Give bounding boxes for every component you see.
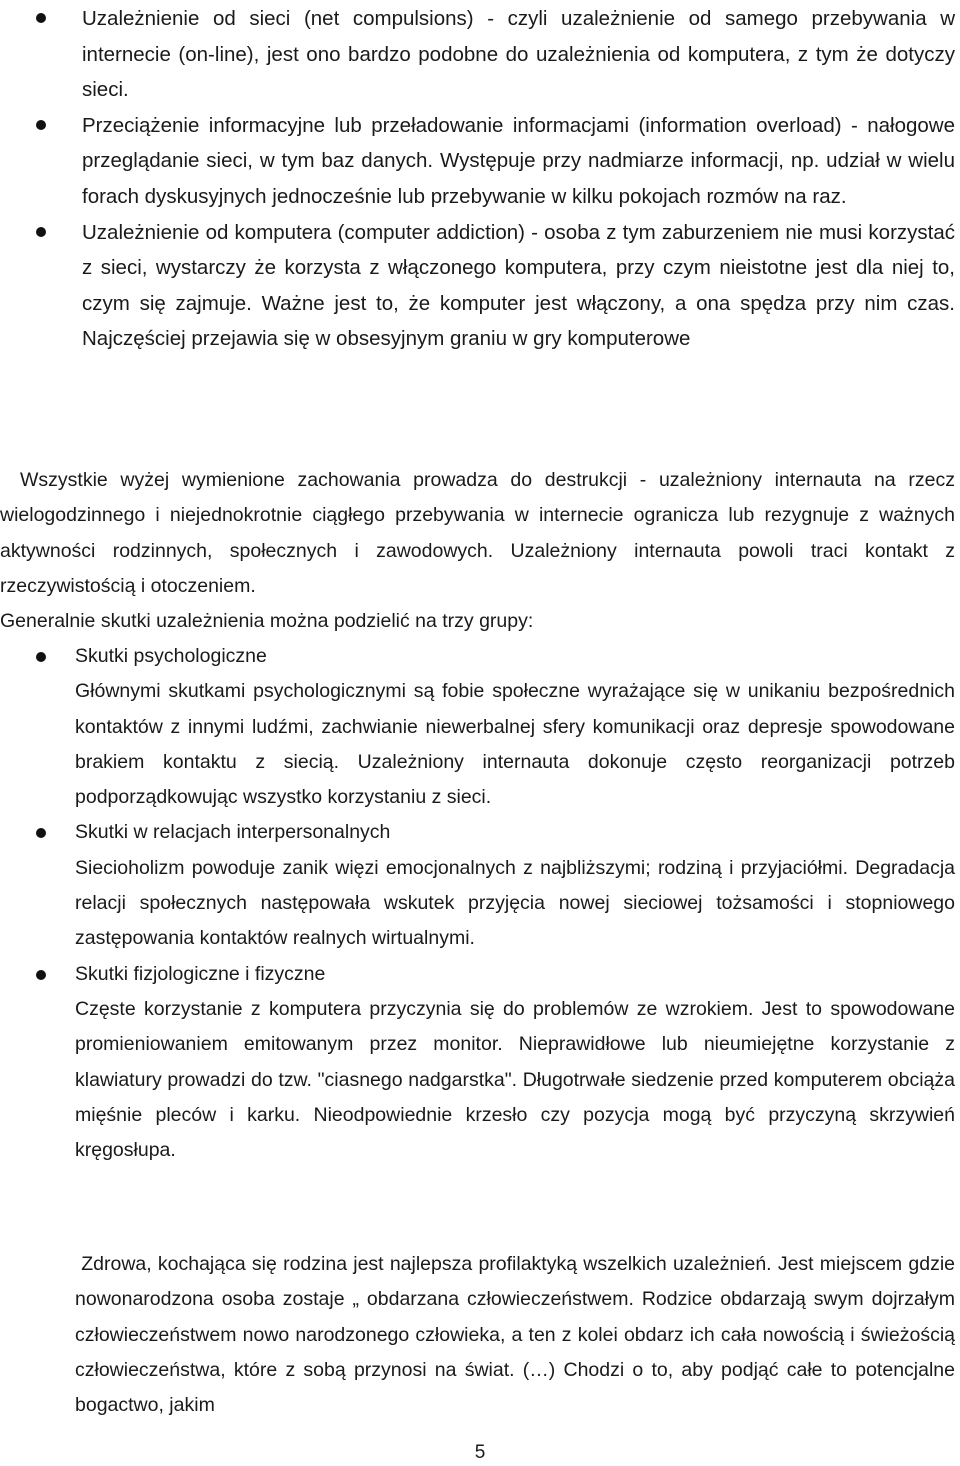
effects-list [0,639,960,1168]
effect-body: Siecioholizm powoduje zanik więzi emocjonalnych z najbliższymi; rodziną i przyjaciółmi. Degradacja relacji społecznych następowała wskutek przyjęcia nowej sieciowej tożsamości i stopniowego zastępowania kontaktów realnych wirtualnymi. [75,856,955,950]
bullet-text: Przeciążenie informacyjne lub przeładowanie informacjami (information overload) - nałogowe przeglądanie sieci, w tym baz danych. Występuje przy nadmiarze informacji, np. udział w wielu forach dyskusyjnych jednocześnie lub przebywanie w kilku pokojach rozmów na raz. [82,113,955,208]
summary-section [0,463,955,639]
closing-paragraph: Zdrowa, kochająca się rodzina jest najlepsza profilaktyką wszelkich uzależnień. Jest miejscem gdzie nowonarodzona osoba zostaje „ obdarzana człowieczeństwem. Rodzice obdarzają swym dojrzałym człowieczeństwem nowo narodzonego człowieka, a ten z kolei obdarz ich cała nowością i świeżością człowieczeństwa, które z sobą przynosi na świat. (…) Chodzi o to, aby podjąć całe to potencjalne bogactwo, jakim [75,1253,960,1417]
page-number: 5 [474,1442,486,1463]
bullet-icon [36,970,46,980]
bullet-icon [36,13,46,23]
list-item [0,639,960,815]
effect-body: Głównymi skutkami psychologicznymi są fobie społeczne wyrażające się w unikaniu bezpośrednich kontaktów z innymi ludźmi, zachwianie niewerbalnej sfery komunikacji oraz depresje spowodowane brakiem kontaktu z siecią. Uzależniony internauta dokonuje często reorganizacji potrzeb podporządkowując wszystko korzystaniu z sieci. [75,680,955,809]
list-item [0,815,960,956]
list-item [0,108,960,215]
closing-section [75,1247,960,1423]
list-item [0,1,960,108]
list-item [0,957,960,1169]
effect-heading: Skutki fizjologiczne i fizyczne [75,962,326,985]
effect-heading: Skutki psychologiczne [75,645,267,667]
bullet-text: Uzależnienie od sieci (net compulsions) - czyli uzależnienie od samego przebywania w internecie (on-line), jest ono bardzo podobne do uzależnienia od komputera, z tym że dotyczy sieci. [82,7,955,102]
effect-body: Częste korzystanie z komputera przyczynia się do problemów ze wzrokiem. Jest to spowodowane promieniowaniem emitowanym przez monitor. Nieprawidłowe lub nieumiejętne korzystanie z klawiatury prowadzi do tzw. "ciasnego nadgarstka". Długotrwałe siedzenie przed komputerem obciąża mięśnie pleców i karku. Nieodpowiednie krzesło czy pozycja mogą być przyczyną skrzywień kręgosłupa. [75,997,955,1162]
summary-paragraph: Wszystkie wyżej wymienione zachowania prowadza do destrukcji - uzależniony internauta na rzecz wielogodzinnego i niejednokrotnie ciągłego przebywania w internecie ogranicza lub rezygnuje z ważnych aktywności rodzinnych, społecznych i zawodowych. Uzależniony internauta powoli traci kontakt z rzeczywistością i otoczeniem. [0,469,955,597]
list-item [0,215,960,357]
addiction-types-list [0,1,960,357]
bullet-text: Uzależnienie od komputera (computer addiction) - osoba z tym zaburzeniem nie musi korzystać z sieci, wystarczy że korzysta z włączonego komputera, przy czym nieistotne jest dla niej to, czym się zajmuje. Ważne jest to, że komputer jest włączony, a ona spędza przy nim czas. Najczęściej przejawia się w obsesyjnym graniu w gry komputerowe [82,220,955,351]
effects-intro: Generalnie skutki uzależnienia można podzielić na trzy grupy: [0,610,534,633]
bullet-icon [36,828,46,838]
bullet-icon [36,227,46,237]
bullet-icon [36,652,46,662]
bullet-icon [36,120,46,130]
effect-heading: Skutki w relacjach interpersonalnych [75,821,391,844]
